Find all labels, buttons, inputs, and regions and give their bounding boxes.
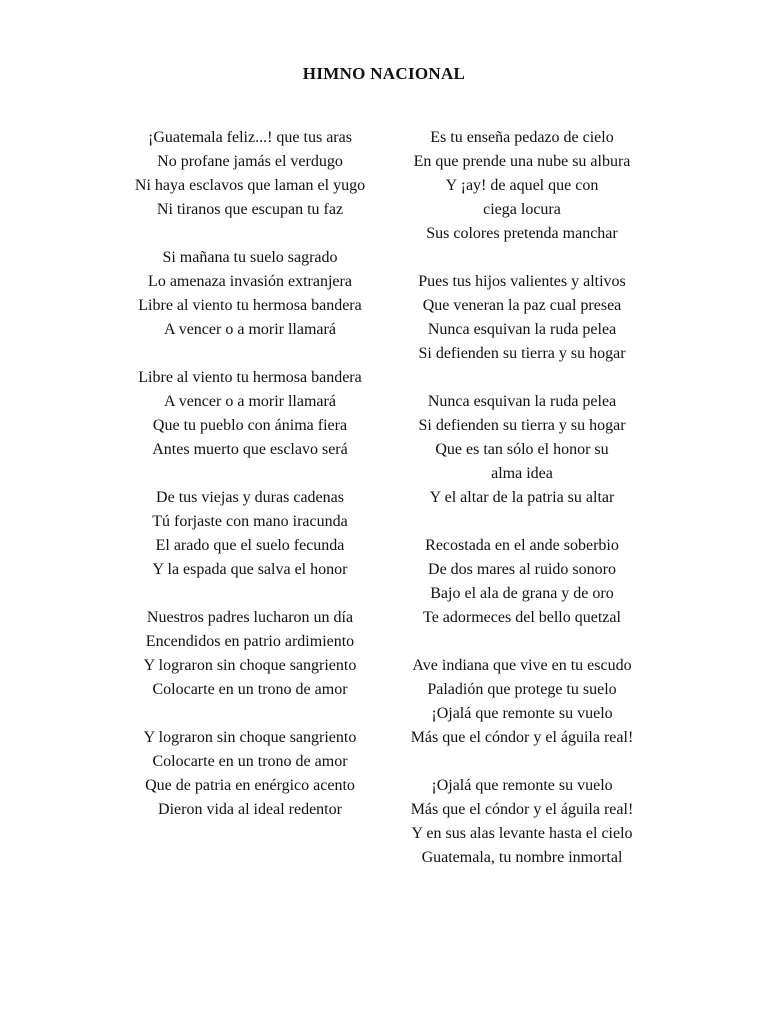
page-title: HIMNO NACIONAL [302, 64, 466, 83]
verse-line: De dos mares al ruido sonoro [428, 561, 616, 578]
verse-line: Sus colores pretenda manchar [426, 225, 618, 242]
stanza [372, 654, 672, 750]
stanza [372, 774, 672, 870]
verse-line: Encendidos en patrio ardimiento [145, 633, 355, 650]
verse-line: Nunca esquivan la ruda pelea [427, 393, 617, 410]
left-column [90, 126, 410, 846]
verse-line: Y ¡ay! de aquel que con ciega locura [445, 177, 599, 218]
stanza [372, 270, 672, 366]
verse-line: Y lograron sin choque sangriento [143, 657, 357, 674]
verse-line: A vencer o a morir llamará [164, 321, 336, 338]
verse-line: Si defienden su tierra y su hogar [418, 417, 626, 434]
verse-line: Que es tan sólo el honor su alma idea [435, 441, 609, 482]
verse-line: A vencer o a morir llamará [164, 393, 336, 410]
right-column [372, 126, 672, 894]
verse-line: El arado que el suelo fecunda [155, 537, 345, 554]
verse-line: Más que el cóndor y el águila real! [410, 801, 634, 818]
verse-line: Libre al viento tu hermosa bandera [138, 369, 362, 386]
verse-line: Paladión que protege tu suelo [427, 681, 617, 698]
verse-line: Te adormeces del bello quetzal [423, 609, 621, 626]
verse-line: Nuestros padres lucharon un día [146, 609, 354, 626]
stanza [372, 390, 672, 510]
verse-line: Bajo el ala de grana y de oro [430, 585, 614, 602]
verse-line: Ni tiranos que escupan tu faz [156, 201, 344, 218]
verse-line: Y en sus alas levante hasta el cielo [411, 825, 633, 842]
verse-line: Nunca esquivan la ruda pelea [427, 321, 617, 338]
verse-line: Colocarte en un trono de amor [152, 753, 348, 770]
verse-line: De tus viejas y duras cadenas [156, 489, 344, 506]
verse-line: Y el altar de la patria su altar [429, 489, 615, 506]
verse-line: Y lograron sin choque sangriento [143, 729, 357, 746]
verse-line: Recostada en el ande soberbio [425, 537, 619, 554]
verse-line: Antes muerto que esclavo será [152, 441, 348, 458]
verse-line: ¡Ojalá que remonte su vuelo [431, 777, 613, 794]
verse-line: Que veneran la paz cual presea [422, 297, 622, 314]
verse-line: Y la espada que salva el honor [152, 561, 348, 578]
verse-line: Que de patria en enérgico acento [145, 777, 355, 794]
verse-line: Si mañana tu suelo sagrado [162, 249, 338, 266]
verse-line: Es tu enseña pedazo de cielo [430, 129, 614, 146]
stanza [90, 366, 410, 462]
verse-line: En que prende una nube su albura [413, 153, 631, 170]
stanza [90, 126, 410, 222]
verse-line: Libre al viento tu hermosa bandera [138, 297, 362, 314]
verse-line: No profane jamás el verdugo [157, 153, 343, 170]
verse-line: Más que el cóndor y el águila real! [410, 729, 634, 746]
stanza [90, 726, 410, 822]
verse-line: Guatemala, tu nombre inmortal [421, 849, 623, 866]
verse-line: Que tu pueblo con ánima fiera [152, 417, 348, 434]
verse-line: Lo amenaza invasión extranjera [148, 273, 352, 290]
verse-line: ¡Guatemala feliz...! que tus aras [148, 129, 352, 146]
verse-line: Colocarte en un trono de amor [152, 681, 348, 698]
verse-line: Si defienden su tierra y su hogar [418, 345, 626, 362]
stanza [372, 126, 672, 246]
stanza [90, 606, 410, 702]
stanza [372, 534, 672, 630]
verse-line: Ave indiana que vive en tu escudo [412, 657, 632, 674]
verse-line: Dieron vida al ideal redentor [158, 801, 342, 818]
verse-line: Tú forjaste con mano iracunda [152, 513, 348, 530]
verse-line: ¡Ojalá que remonte su vuelo [431, 705, 613, 722]
stanza [90, 246, 410, 342]
verse-line: Ni haya esclavos que laman el yugo [134, 177, 366, 194]
verse-line: Pues tus hijos valientes y altivos [418, 273, 626, 290]
stanza [90, 486, 410, 582]
